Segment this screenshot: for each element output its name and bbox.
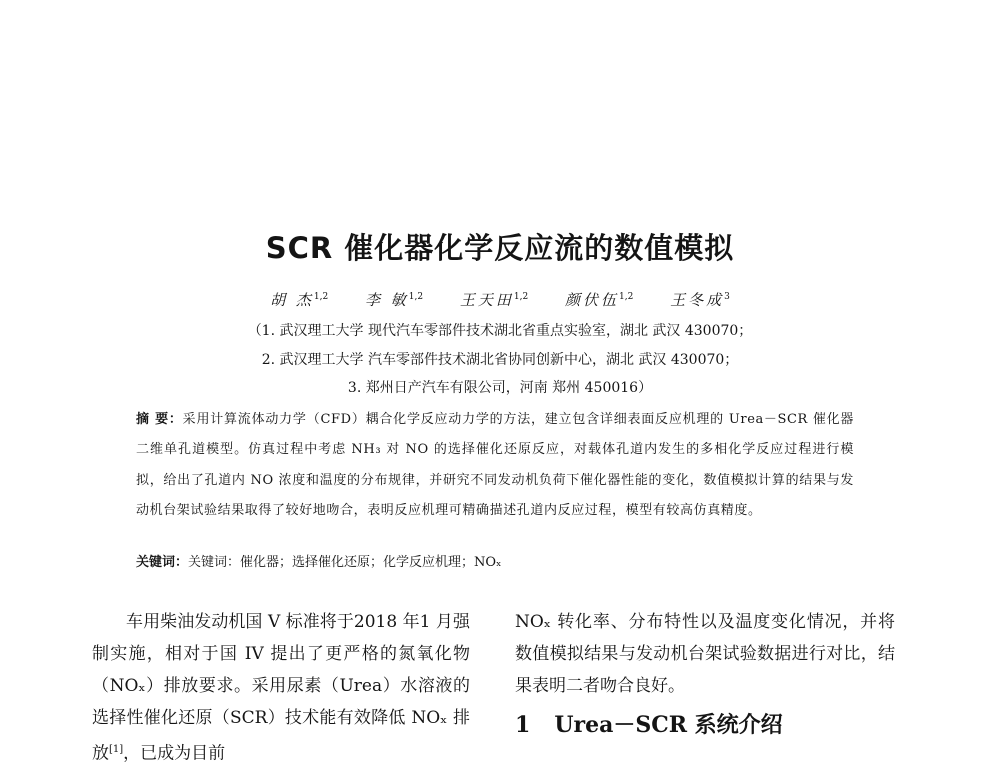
author: 王冬成$^3$ <box>670 291 730 309</box>
author-list <box>0 289 1000 310</box>
affiliation-1: （1. 武汉理工大学 现代汽车零部件技术湖北省重点实验室，湖北 武汉 430070； <box>247 323 753 339</box>
body-column-right <box>515 606 895 702</box>
intro-paragraph: 车用柴油发动机国 V 标准将于2018 年1 月强制实施，相对于国 IV 提出了更严格的氮氧化物（NOₓ）排放要求。采用尿素（Urea）水溶液的选择性催化还原（SCR）技术能有效降低 NOₓ 排放 <box>92 612 470 764</box>
affiliation-2: 2. 武汉理工大学 汽车零部件技术湖北省协同创新中心，湖北 武汉 430070； <box>261 352 739 368</box>
author: 颜伏伍$^{1,2}$ <box>565 291 634 309</box>
author: 王天田$^{1,2}$ <box>459 291 529 309</box>
intro-paragraph-cont: ，已成为目前 <box>123 743 226 764</box>
body-paragraph: NOₓ 转化率、分布特性以及温度变化情况，并将数值模拟结果与发动机台架试验数据进行对比，结果表明二者吻合良好。 <box>515 612 895 696</box>
abstract-label: 摘 要： <box>136 412 183 427</box>
paper-title: SCR 催化器化学反应流的数值模拟 <box>265 231 735 265</box>
body-column-left <box>92 606 470 770</box>
keywords <box>136 551 502 570</box>
section-title: Urea－SCR 系统介绍 <box>554 712 783 738</box>
author: 胡 杰$^{1,2}$ <box>270 291 329 309</box>
section-heading <box>515 708 783 739</box>
abstract-text: 采用计算流体动力学（CFD）耦合化学反应动力学的方法，建立包含详细表面反应机理的 Urea－SCR 催化器二维单孔道模型。仿真过程中考虑 NH₃ 对 NO 的选择催化还原反应，对载体孔道内发生的多相化学反应过程进行模拟，给出了孔道内 NO 浓度和温度的分布规律，并研究不同发动机负荷下催化器性能的变化，数值模拟计算的结果与发动机台架试验结果取得了较好地吻合，表明反应机理可精确描述孔道内反应过程，模型有较高仿真精度。 <box>136 412 854 519</box>
citation-ref: [1] <box>109 744 124 755</box>
abstract <box>136 405 854 527</box>
affiliation-3: 3. 郑州日产汽车有限公司，河南 郑州 450016） <box>347 380 653 396</box>
section-number: 1 <box>515 712 531 738</box>
author: 李 敏$^{1,2}$ <box>365 291 424 309</box>
keywords-label: 关键词： <box>136 555 189 570</box>
keywords-text: 关键词：催化器；选择催化还原；化学反应机理；NOₓ <box>188 555 502 570</box>
